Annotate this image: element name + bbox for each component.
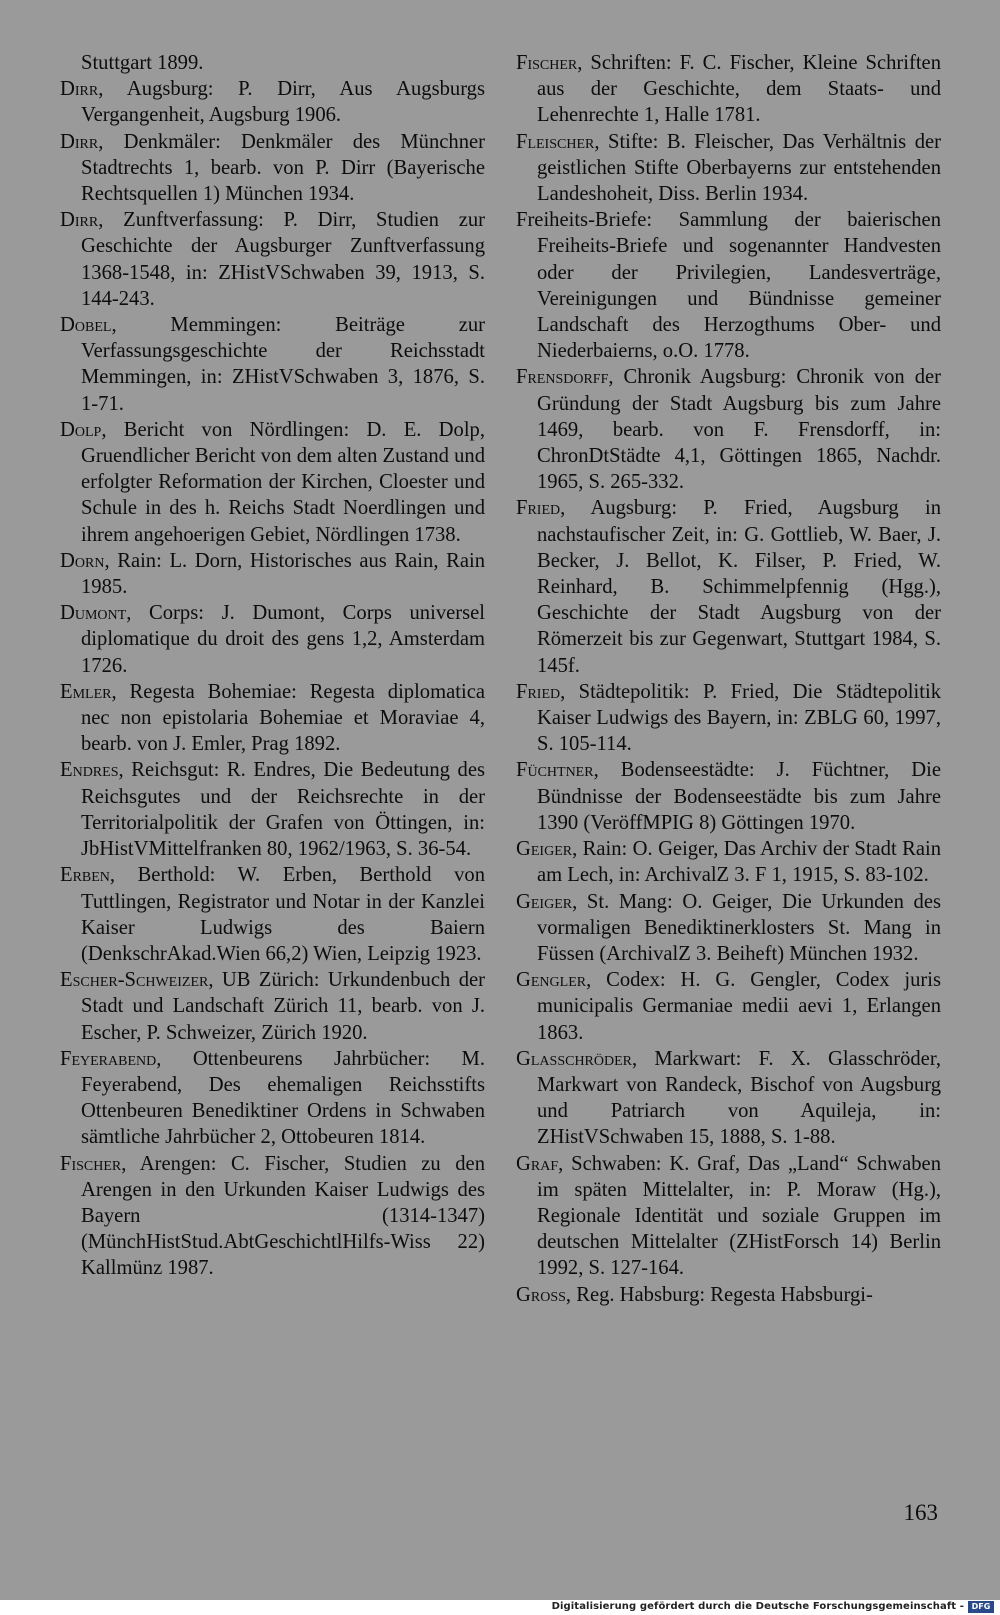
bibliography-entry: Frensdorff, Chronik Augsburg: Chronik von der Gründung der Stadt Augsburg bis zum Jahre 1469, bearb. von F. Frensdorff, in: ChronDtStädte 4,1, Göttingen 1865, Nachdr. 1965, S. 265-332. bbox=[516, 366, 941, 494]
bibliography-entry: Feyerabend, Ottenbeurens Jahrbücher: M. Feyerabend, Des ehemaligen Reichsstifts Ottenbeuren Benediktiner Ordens in Schwaben sämtliche Jahrbücher 2, Ottobeuren 1814. bbox=[60, 1047, 485, 1149]
footer-credit: Digitalisierung gefördert durch die Deutsche Forschungsgemeinschaft - bbox=[551, 1601, 964, 1612]
bibliography-entry: Dobel, Memmingen: Beiträge zur Verfassungsgeschichte der Reichsstadt Memmingen, in: ZHistVSchwaben 3, 1876, S. 1-71. bbox=[60, 314, 485, 415]
bibliography-entry: Graf, Schwaben: K. Graf, Das „Land“ Schwaben im späten Mittelalter, in: P. Moraw (Hg.), Regionale Identität und soziale Gruppen im deutschen Mittelalter (ZHistForsch 14) Berlin 1992, S. 127-164. bbox=[516, 1152, 941, 1280]
page-number: 163 bbox=[903, 1500, 938, 1525]
bibliography-entry: Fleischer, Stifte: B. Fleischer, Das Verhältnis der geistlichen Stifte Oberbayerns zur entstehenden Landeshoheit, Diss. Berlin 1934. bbox=[516, 130, 941, 206]
bibliography-entry: Dirr, Zunftverfassung: P. Dirr, Studien zur Geschichte der Augsburger Zunftverfassung 1368-1548, in: ZHistVSchwaben 39, 1913, S. 144-243. bbox=[60, 209, 485, 310]
bibliography-right-column bbox=[516, 50, 941, 1308]
bibliography-entry: Dumont, Corps: J. Dumont, Corps universel diplomatique du droit des gens 1,2, Amsterdam 1726. bbox=[60, 602, 485, 677]
bibliography-entry: Gross, Reg. Habsburg: Regesta Habsburgi- bbox=[516, 1283, 873, 1306]
bibliography-entry: Dirr, Denkmäler: Denkmäler des Münchner Stadtrechts 1, bearb. von P. Dirr (Bayerische Rechtsquellen 1) München 1934. bbox=[60, 130, 485, 206]
bibliography-left-column bbox=[60, 50, 485, 1282]
bibliography-entry: Dirr, Augsburg: P. Dirr, Aus Augsburgs Vergangenheit, Augsburg 1906. bbox=[60, 78, 485, 127]
bibliography-entry: Fried, Städtepolitik: P. Fried, Die Städtepolitik Kaiser Ludwigs des Bayern, in: ZBLG 60, 1997, S. 105-114. bbox=[516, 680, 941, 756]
bibliography-entry: Stuttgart 1899. bbox=[81, 52, 204, 74]
bibliography-entry: Geiger, St. Mang: O. Geiger, Die Urkunden des vormaligen Benediktinerklosters St. Mang in Füssen (ArchivalZ 3. Beiheft) München 1932. bbox=[516, 890, 941, 965]
bibliography-entry: Freiheits-Briefe: Sammlung der baierischen Freiheits-Briefe und sogenannter Handvesten oder der Privilegien, Landesverträge, Vereinigungen und Bündnisse gemeiner Landschaft des Herzogthums Ober- und Niederbaierns, o.O. 1778. bbox=[516, 209, 941, 363]
dfg-logo-icon: DFG bbox=[968, 1601, 994, 1613]
bibliography-entry: Emler, Regesta Bohemiae: Regesta diplomatica nec non epistolaria Bohemiae et Moraviae 4, bearb. von J. Emler, Prag 1892. bbox=[60, 680, 485, 756]
bibliography-entry: Gengler, Codex: H. G. Gengler, Codex juris municipalis Germaniae medii aevi 1, Erlangen 1863. bbox=[516, 969, 941, 1044]
bibliography-entry: Geiger, Rain: O. Geiger, Das Archiv der Stadt Rain am Lech, in: ArchivalZ 3. F 1, 1915, S. 83-102. bbox=[516, 838, 941, 887]
bibliography-entry: Fischer, Schriften: F. C. Fischer, Kleine Schriften aus der Geschichte, dem Staats- und Lehenrechte 1, Halle 1781. bbox=[516, 52, 941, 127]
bibliography-entry: Füchtner, Bodenseestädte: J. Füchtner, Die Bündnisse der Bodenseestädte bis zum Jahre 1390 (VeröffMPIG 8) Göttingen 1970. bbox=[516, 759, 941, 834]
digitization-footer bbox=[0, 1600, 1000, 1615]
bibliography-entry: Erben, Berthold: W. Erben, Berthold von Tuttlingen, Registrator und Notar in der Kanzlei Kaiser Ludwigs des Baiern (DenkschrAkad.Wien 66,2) Wien, Leipzig 1923. bbox=[60, 864, 485, 965]
bibliography-entry: Glasschröder, Markwart: F. X. Glasschröder, Markwart von Randeck, Bischof von Augsburg und Patriarch von Aquileja, in: ZHistVSchwaben 15, 1888, S. 1-88. bbox=[516, 1047, 941, 1149]
bibliography-entry: Fried, Augsburg: P. Fried, Augsburg in nachstaufischer Zeit, in: G. Gottlieb, W. Baer, J. Becker, J. Bellot, K. Filser, P. Fried, W. Reinhard, B. Schimmelpfennig (Hgg.), Geschichte der Stadt Augsburg von der Römerzeit bis zur Gegenwart, Stuttgart 1984, S. 145f. bbox=[516, 497, 941, 677]
bibliography-entry: Dolp, Bericht von Nördlingen: D. E. Dolp, Gruendlicher Bericht von dem alten Zustand und erfolgter Reformation der Kirchen, Cloester und Schule in des h. Reichs Stadt Noerdlingen und ihrem angehoerigen Gebiet, Nördlingen 1738. bbox=[60, 418, 485, 546]
bibliography-entry: Escher-Schweizer, UB Zürich: Urkundenbuch der Stadt und Landschaft Zürich 11, bearb. von J. Escher, P. Schweizer, Zürich 1920. bbox=[60, 969, 485, 1044]
bibliography-entry: Dorn, Rain: L. Dorn, Historisches aus Rain, Rain 1985. bbox=[60, 549, 485, 599]
bibliography-entry: Fischer, Arengen: C. Fischer, Studien zu den Arengen in den Urkunden Kaiser Ludwigs des Bayern (1314-1347) (MünchHistStud.AbtGeschichtlHilfs-Wiss 22) Kallmünz 1987. bbox=[60, 1152, 485, 1280]
bibliography-entry: Endres, Reichsgut: R. Endres, Die Bedeutung des Reichsgutes und der Reichsrechte in der Territorialpolitik der Grafen von Öttingen, in: JbHistVMittelfranken 80, 1962/1963, S. 36-54. bbox=[60, 759, 485, 861]
